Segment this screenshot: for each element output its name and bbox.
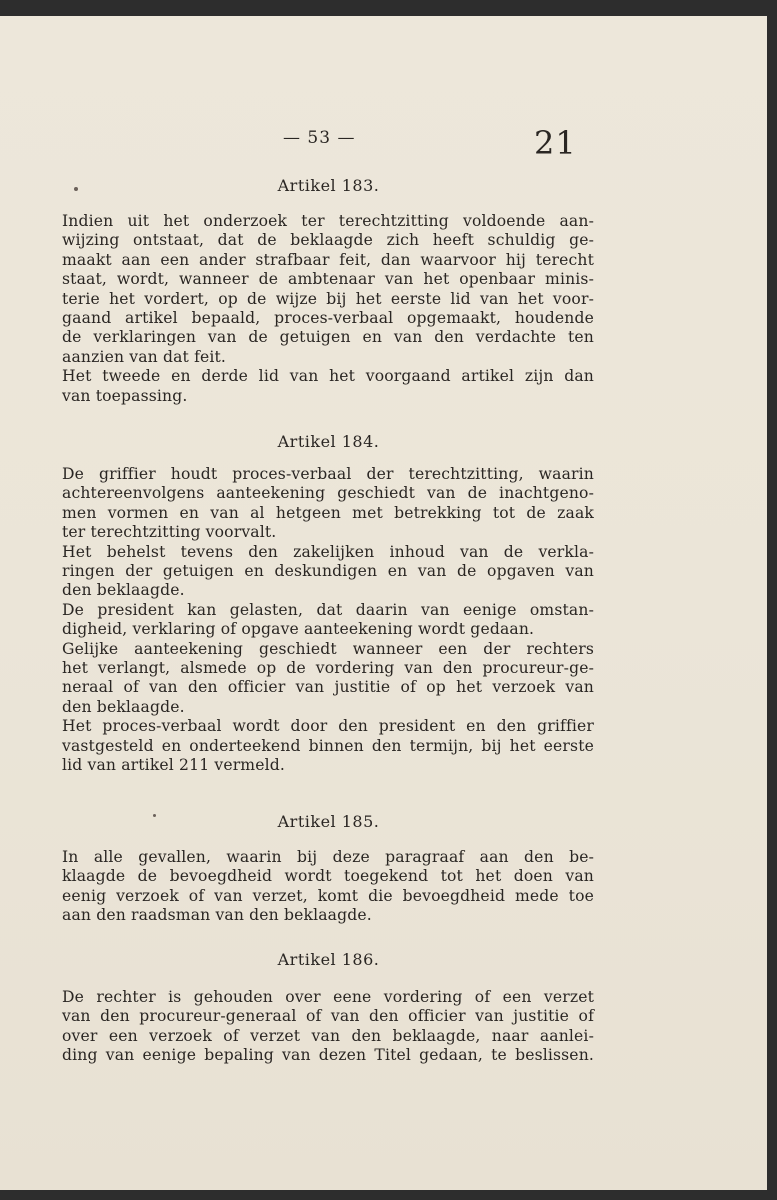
article-heading-185: Artikel 185. [277, 812, 380, 831]
text-line: den beklaagde. [62, 697, 185, 716]
text-line: achtereenvolgens aanteekening geschiedt van de inachtgeno- [62, 484, 594, 503]
article-heading-184: Artikel 184. [277, 432, 380, 451]
article-heading-186: Artikel 186. [277, 950, 380, 969]
text-line: gaand artikel bepaald, proces-verbaal opgemaakt, houdende [62, 309, 594, 328]
page-number: — 53 — [283, 128, 356, 148]
text-line: ding van eenige bepaling van dezen Titel gedaan, te beslissen. [62, 1046, 594, 1065]
text-line: de verklaringen van de getuigen en van den verdachte ten [62, 328, 594, 347]
text-line: neraal of van den officier van justitie of op het verzoek van [62, 678, 594, 697]
text-line: aan den raadsman van den beklaagde. [62, 906, 372, 925]
text-line: men vormen en van al hetgeen met betrekking tot de zaak [62, 503, 594, 522]
text-line: Het behelst tevens den zakelijken inhoud van de verkla- [62, 542, 594, 561]
signature-mark: 21 [534, 124, 577, 162]
text-line: maakt aan een ander strafbaar feit, dan waarvoor hij terecht [62, 250, 594, 269]
text-line: klaagde de bevoegdheid wordt toegekend tot het doen van [62, 867, 594, 886]
article-body-185 [62, 848, 594, 926]
text-line: ter terechtzitting voorvalt. [62, 523, 277, 542]
text-line: van toepassing. [62, 386, 188, 405]
text-line: Het tweede en derde lid van het voorgaand artikel zijn dan [62, 367, 594, 386]
text-line: terie het vordert, op de wijze bij het eerste lid van het voor- [62, 289, 594, 308]
text-line: Gelijke aanteekening geschiedt wanneer een der rechters [62, 639, 594, 658]
scan-border-right [767, 0, 777, 1200]
text-line: den beklaagde. [62, 581, 185, 600]
article-body-186 [62, 988, 594, 1066]
scan-border-top [0, 0, 777, 16]
text-line: lid van artikel 211 vermeld. [62, 756, 285, 775]
text-line: staat, wordt, wanneer de ambtenaar van het openbaar minis- [62, 270, 594, 289]
text-line: wijzing ontstaat, dat de beklaagde zich heeft schuldig ge- [62, 231, 594, 250]
text-line: De president kan gelasten, dat daarin van eenige omstan- [62, 600, 594, 619]
text-line: het verlangt, alsmede op de vordering van den procureur-ge- [62, 659, 594, 678]
text-line: digheid, verklaring of opgave aanteekening wordt gedaan. [62, 620, 535, 639]
text-line: over een verzoek of verzet van den beklaagde, naar aanlei- [62, 1026, 594, 1045]
text-line: aanzien van dat feit. [62, 347, 227, 366]
text-line: van den procureur-generaal of van den officier van justitie of [62, 1007, 594, 1026]
text-line: De griffier houdt proces-verbaal der terechtzitting, waarin [62, 465, 594, 483]
text-line: De rechter is gehouden over eene vordering of een verzet [62, 988, 594, 1006]
text-line: In alle gevallen, waarin bij deze paragraaf aan den be- [62, 848, 594, 866]
text-line: Het proces-verbaal wordt door den president en den griffier [62, 717, 594, 736]
text-line: ringen der getuigen en deskundigen en van de opgaven van [62, 562, 594, 581]
article-body-183 [62, 212, 594, 406]
article-body-184 [62, 465, 594, 776]
scan-border-bottom [0, 1190, 777, 1200]
article-heading-183: Artikel 183. [277, 176, 380, 195]
text-line: eenig verzoek of van verzet, komt die bevoegdheid mede toe [62, 886, 594, 905]
text-line: Indien uit het onderzoek ter terechtzitting voldoende aan- [62, 212, 594, 230]
text-line: vastgesteld en onderteekend binnen den termijn, bij het eerste [62, 736, 594, 755]
